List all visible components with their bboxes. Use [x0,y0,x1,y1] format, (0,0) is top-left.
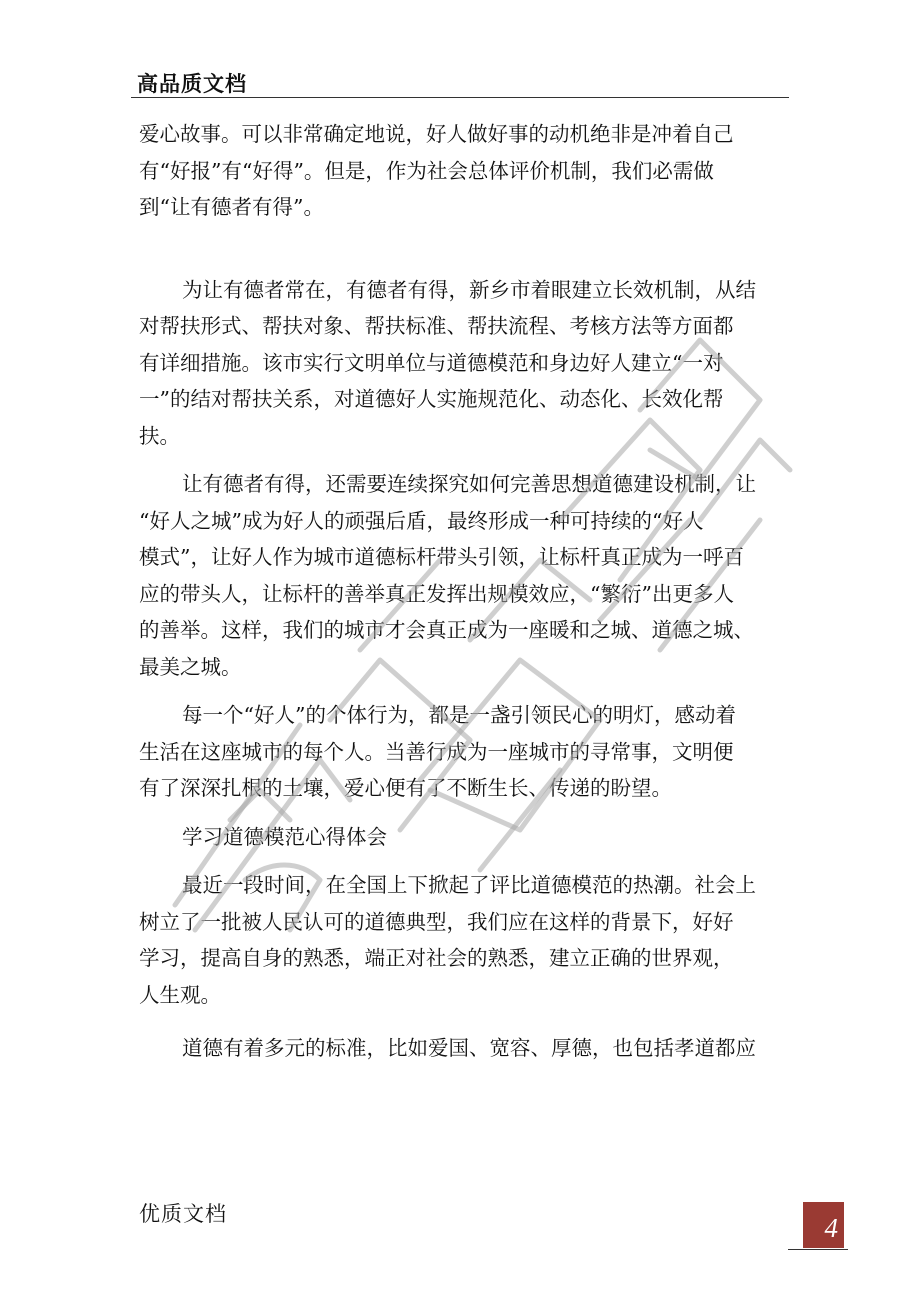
text-line: 最美之城。 [139,654,242,679]
text-line: 有了深深扎根的土壤，爱心便有了不断生长、传递的盼望。 [139,776,672,800]
text-line: 扶。 [139,423,180,448]
text-line: 应的带头人，让标杆的善举真正发挥出规模效应，“繁衍”出更多人 [139,581,734,606]
text-line: 有“好报”有“好得”。但是，作为社会总体评价机制，我们必需做 [139,158,714,183]
header-divider [131,97,789,98]
text-line: 学习，提高自身的熟悉，端正对社会的熟悉，建立正确的世界观， [139,946,734,970]
text-line: 对帮扶形式、帮扶对象、帮扶标准、帮扶流程、考核方法等方面都 [139,314,734,338]
text-line: 每一个“好人”的个体行为，都是一盏引领民心的明灯，感动着 [182,703,736,727]
section-heading: 学习道德模范心得体会 [182,824,387,849]
text-line: 一”的结对帮扶关系，对道德好人实施规范化、动态化、长效化帮 [139,387,724,411]
footer-divider [788,1249,848,1250]
text-line: 树立了一批被人民认可的道德典型，我们应在这样的背景下，好好 [139,909,734,934]
paragraph-1 [139,116,791,226]
paragraph-6 [139,1030,791,1067]
page-number-badge [803,1202,844,1248]
text-line: 有详细措施。该市实行文明单位与道德模范和身边好人建立“一对 [139,350,724,375]
text-line: 爱心故事。可以非常确定地说，好人做好事的动机绝非是冲着自己 [139,122,734,146]
page-number: 4 [824,1213,838,1243]
text-line: 生活在这座城市的每个人。当善行成为一座城市的寻常事，文明便 [139,739,734,764]
header-title: 高品质文档 [137,72,247,96]
footer-label: 优质文档 [139,1202,227,1226]
text-line: 的善举。这样，我们的城市才会真正成为一座暖和之城、道德之城、 [139,618,754,642]
text-line: 最近一段时间，在全国上下掀起了评比道德模范的热潮。社会上 [182,873,756,897]
paragraph-3 [139,466,791,685]
paragraph-5 [139,867,791,1013]
text-line: 让有德者有得，还需要连续探究如何完善思想道德建设机制，让 [182,472,756,496]
text-line: 模式”，让好人作为城市道德标杆带头引领，让标杆真正成为一呼百 [139,545,744,569]
text-line: 为让有德者常在，有德者有得，新乡市着眼建立长效机制，从结 [182,277,756,302]
text-line: 道德有着多元的标准，比如爱国、宽容、厚德，也包括孝道都应 [182,1036,756,1060]
text-line: “好人之城”成为好人的顽强后盾，最终形成一种可持续的“好人 [139,508,704,533]
paragraph-2 [139,272,791,455]
paragraph-4 [139,697,791,807]
text-line: 人生观。 [139,982,221,1007]
text-line: 到“让有德者有得”。 [139,195,324,219]
document-body [139,116,791,1067]
